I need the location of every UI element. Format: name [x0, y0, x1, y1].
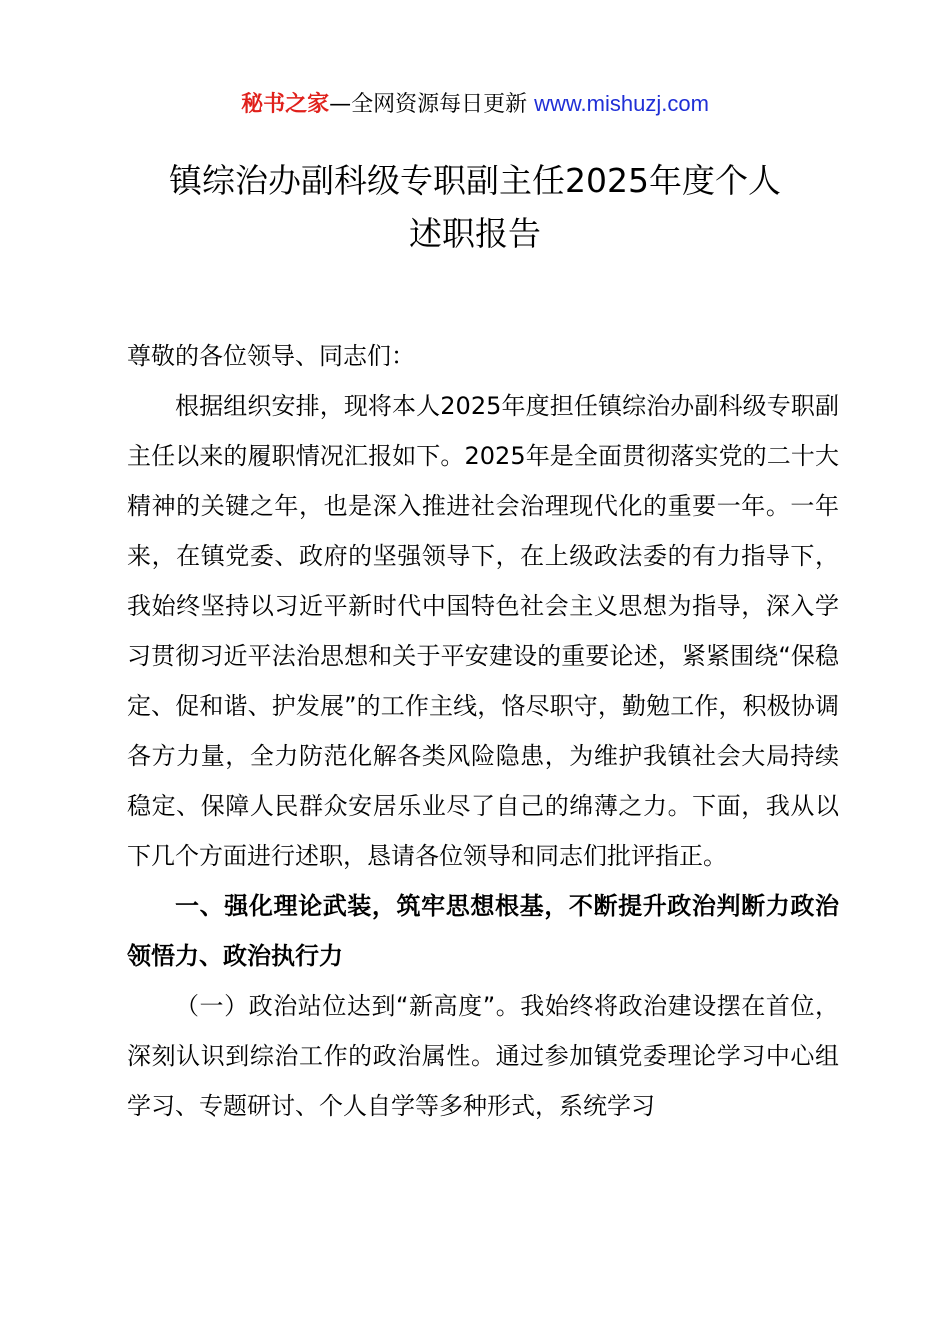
- subsection-text-1: 我始终将政治建设摆在首位，深刻认识到综治工作的政治属性。通过参加镇党委理论学习中心组学习、专题研讨、个人自学等多种形式，系统学习: [127, 992, 840, 1120]
- subsection-title-1: （一）政治站位达到“新高度”。: [175, 992, 521, 1020]
- document-title: [100, 154, 850, 260]
- brand-name: 秘书之家: [241, 92, 330, 117]
- salutation: 尊敬的各位领导、同志们：: [127, 342, 415, 370]
- intro-paragraph: 根据组织安排，现将本人2025年度担任镇综治办副科级专职副主任以来的履职情况汇报如下。2025年是全面贯彻落实党的二十大精神的关键之年，也是深入推进社会治理现代化的重要一年。一年来，在镇党委、政府的坚强领导下，在上级政法委的有力指导下，我始终坚持以习近平新时代中国特色社会主义思想为指导，深入学习贯彻习近平法治思想和关于平安建设的重要论述，紧紧围绕“保稳定、促和谐、护发展”的工作主线，恪尽职守，勤勉工作，积极协调各方力量，全力防范化解各类风险隐患，为维护我镇社会大局持续稳定、保障人民群众安居乐业尽了自己的绵薄之力。下面，我从以下几个方面进行述职，恳请各位领导和同志们批评指正。: [127, 392, 839, 870]
- section-heading-1: 一、强化理论武装，筑牢思想根基，不断提升政治判断力政治领悟力、政治执行力: [127, 892, 839, 970]
- title-line-2: 述职报告: [409, 214, 541, 253]
- site-url-link[interactable]: www.mishuzj.com: [534, 91, 709, 116]
- subsection-paragraph-1: [127, 981, 839, 1131]
- title-line-1: 镇综治办副科级专职副主任2025年度个人: [169, 161, 781, 200]
- header-slogan: —全网资源每日更新: [329, 92, 535, 117]
- document-body: [127, 331, 839, 1131]
- site-header: [0, 86, 950, 123]
